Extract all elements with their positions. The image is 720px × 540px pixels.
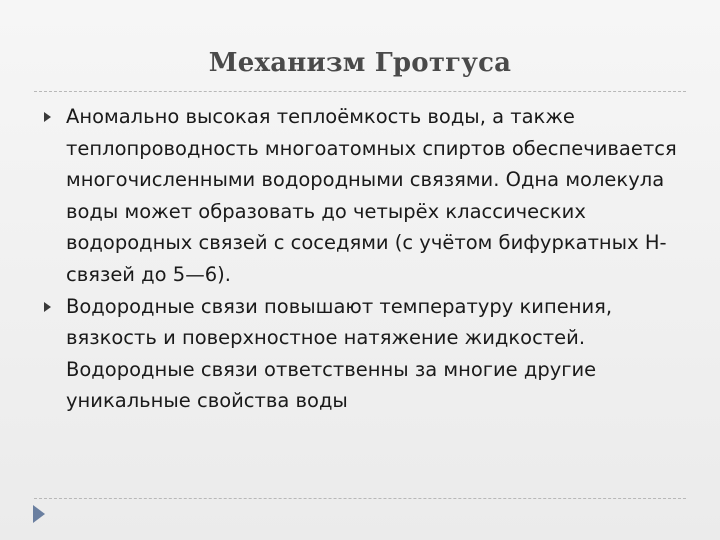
bullet-text: Аномально высокая теплоёмкость воды, а также теплопроводность многоатомных спиртов обеспечивается многочисленными водородными связями. Одна молекула воды может образовать до четырёх классических водородных связей с соседями (с учётом бифуркатных Н-связей до 5—6). — [66, 105, 677, 286]
title-divider — [34, 91, 686, 92]
triangle-right-icon — [44, 302, 51, 312]
next-slide-icon[interactable] — [33, 505, 45, 523]
slide-title: Механизм Гротгуса — [208, 48, 512, 78]
bullet-item — [66, 101, 686, 291]
bullet-item — [66, 291, 686, 417]
footer-divider — [34, 498, 686, 499]
bullet-text: Водородные связи повышают температуру кипения, вязкость и поверхностное натяжение жидкостей. Водородные связи ответственны за многие другие уникальные свойства воды — [66, 294, 613, 413]
bullet-list — [66, 101, 686, 417]
triangle-right-icon — [44, 112, 51, 122]
